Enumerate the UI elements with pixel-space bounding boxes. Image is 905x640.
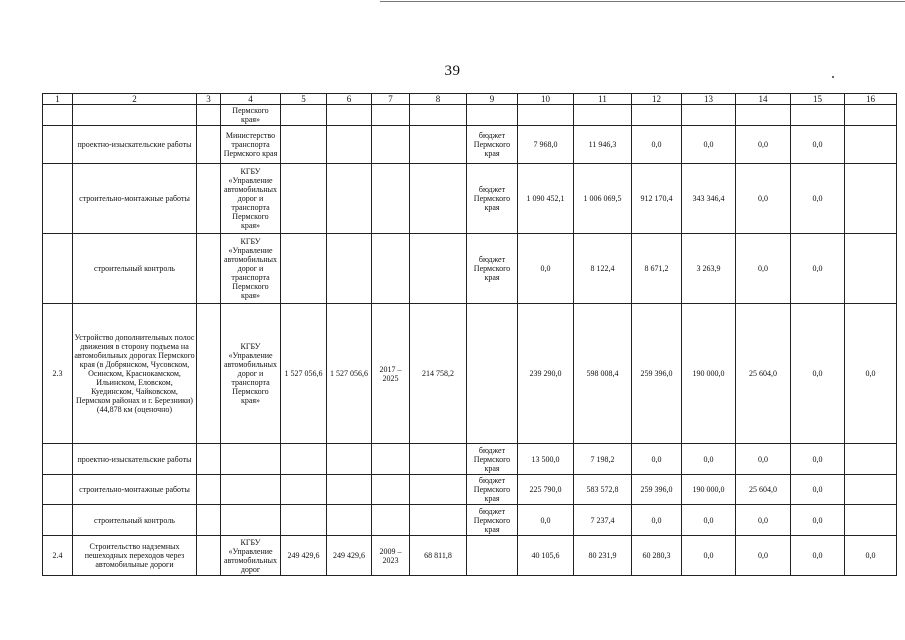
cell-period <box>372 105 410 126</box>
cell-y15: 0,0 <box>791 444 845 475</box>
cell-funding-source: бюджет Пермского края <box>467 126 518 164</box>
column-header-7: 7 <box>372 94 410 105</box>
table-row <box>43 126 897 164</box>
table-row <box>43 234 897 304</box>
column-header-15: 15 <box>791 94 845 105</box>
cell-period <box>372 505 410 536</box>
cell-cost-total <box>281 505 327 536</box>
cell-y14: 0,0 <box>736 126 791 164</box>
cell-cost-remaining <box>327 164 372 234</box>
cell-col8: 68 811,8 <box>410 536 467 576</box>
column-header-14: 14 <box>736 94 791 105</box>
cell-cost-remaining <box>327 475 372 505</box>
column-header-6: 6 <box>327 94 372 105</box>
cell-y15: 0,0 <box>791 234 845 304</box>
cell-col8 <box>410 234 467 304</box>
cell-funding-source <box>467 536 518 576</box>
column-header-11: 11 <box>574 94 632 105</box>
cell-work-name: строительный контроль <box>73 234 197 304</box>
column-header-13: 13 <box>682 94 736 105</box>
cell-cost-total: 249 429,6 <box>281 536 327 576</box>
cell-y14: 25 604,0 <box>736 304 791 444</box>
cell-funding-source: бюджет Пермского края <box>467 234 518 304</box>
cell-col8 <box>410 475 467 505</box>
cell-y13: 0,0 <box>682 126 736 164</box>
cell-y12: 60 280,3 <box>632 536 682 576</box>
column-header-4: 4 <box>221 94 281 105</box>
cell-cost-remaining <box>327 126 372 164</box>
column-header-5: 5 <box>281 94 327 105</box>
cell-period <box>372 126 410 164</box>
cell-y11: 583 572,8 <box>574 475 632 505</box>
cell-y15: 0,0 <box>791 164 845 234</box>
cell-y10: 7 968,0 <box>518 126 574 164</box>
cell-y10 <box>518 105 574 126</box>
cell-row-number <box>43 126 73 164</box>
cell-y10: 40 105,6 <box>518 536 574 576</box>
cell-y12: 8 671,2 <box>632 234 682 304</box>
cell-y10: 0,0 <box>518 505 574 536</box>
column-header-9: 9 <box>467 94 518 105</box>
cell-work-name: Устройство дополнительных полос движения в сторону подъема на автомобильных дорогах Пермского края (в Добрянском, Чусовском, Осинском, Краснокамском, Ильинском, Еловском, Куединском, Чайковском, Пермском районах и г. Березники) (44,878 км (оценочно) <box>73 304 197 444</box>
cell-period <box>372 164 410 234</box>
top-edge-line <box>380 1 905 2</box>
cell-y16 <box>845 164 897 234</box>
cell-y15: 0,0 <box>791 536 845 576</box>
cell-cost-total <box>281 234 327 304</box>
cell-funding-source: бюджет Пермского края <box>467 505 518 536</box>
cell-period: 2017 – 2025 <box>372 304 410 444</box>
table-row <box>43 444 897 475</box>
cell-y12: 259 396,0 <box>632 304 682 444</box>
cell-row-number <box>43 444 73 475</box>
cell-col8 <box>410 164 467 234</box>
cell-y16: 0,0 <box>845 536 897 576</box>
cell-executor: КГБУ «Управление автомобильных дорог и транспорта Пермского края» <box>221 234 281 304</box>
column-number-header <box>43 94 897 105</box>
cell-col8 <box>410 126 467 164</box>
cell-cost-total <box>281 444 327 475</box>
cell-executor <box>221 505 281 536</box>
cell-y16: 0,0 <box>845 304 897 444</box>
cell-y11: 80 231,9 <box>574 536 632 576</box>
cell-y10: 225 790,0 <box>518 475 574 505</box>
table-row <box>43 536 897 576</box>
cell-y10: 239 290,0 <box>518 304 574 444</box>
cell-y16 <box>845 505 897 536</box>
cell-y16 <box>845 105 897 126</box>
cell-work-name: строительно-монтажные работы <box>73 164 197 234</box>
cell-work-name <box>73 105 197 126</box>
cell-y11: 11 946,3 <box>574 126 632 164</box>
cell-y12: 0,0 <box>632 505 682 536</box>
cell-col3 <box>197 234 221 304</box>
column-header-8: 8 <box>410 94 467 105</box>
cell-y13: 0,0 <box>682 444 736 475</box>
page-number: 39 <box>444 63 461 79</box>
cell-cost-remaining <box>327 444 372 475</box>
cell-col3 <box>197 475 221 505</box>
cell-cost-total <box>281 475 327 505</box>
cell-period <box>372 475 410 505</box>
table-row <box>43 105 897 126</box>
cell-y11: 8 122,4 <box>574 234 632 304</box>
cell-cost-total <box>281 164 327 234</box>
cell-y14: 0,0 <box>736 164 791 234</box>
cell-row-number <box>43 234 73 304</box>
cell-period <box>372 444 410 475</box>
table-body <box>43 94 897 576</box>
table-row <box>43 505 897 536</box>
table-row <box>43 475 897 505</box>
cell-y13: 3 263,9 <box>682 234 736 304</box>
cell-y12: 0,0 <box>632 444 682 475</box>
cell-y16 <box>845 234 897 304</box>
cell-col3 <box>197 536 221 576</box>
cell-col3 <box>197 164 221 234</box>
scan-speck <box>832 76 834 78</box>
cell-y11: 598 008,4 <box>574 304 632 444</box>
cell-funding-source <box>467 105 518 126</box>
cell-y16 <box>845 126 897 164</box>
cell-y11 <box>574 105 632 126</box>
cell-row-number <box>43 164 73 234</box>
cell-y15: 0,0 <box>791 304 845 444</box>
cell-y10: 13 500,0 <box>518 444 574 475</box>
cell-y11: 1 006 069,5 <box>574 164 632 234</box>
cell-y13: 0,0 <box>682 505 736 536</box>
budget-table <box>42 93 897 576</box>
cell-cost-total <box>281 105 327 126</box>
cell-funding-source <box>467 304 518 444</box>
cell-y13: 190 000,0 <box>682 475 736 505</box>
cell-funding-source: бюджет Пермского края <box>467 475 518 505</box>
cell-y14: 0,0 <box>736 505 791 536</box>
column-header-3: 3 <box>197 94 221 105</box>
cell-work-name: Строительство надземных пешеходных переходов через автомобильные дороги <box>73 536 197 576</box>
cell-col3 <box>197 126 221 164</box>
cell-row-number <box>43 505 73 536</box>
cell-y12: 259 396,0 <box>632 475 682 505</box>
cell-col8 <box>410 444 467 475</box>
cell-row-number <box>43 475 73 505</box>
cell-y13: 343 346,4 <box>682 164 736 234</box>
cell-cost-total: 1 527 056,6 <box>281 304 327 444</box>
cell-cost-remaining <box>327 505 372 536</box>
cell-col3 <box>197 304 221 444</box>
cell-col8: 214 758,2 <box>410 304 467 444</box>
cell-y11: 7 198,2 <box>574 444 632 475</box>
column-header-1: 1 <box>43 94 73 105</box>
cell-col3 <box>197 444 221 475</box>
cell-funding-source: бюджет Пермского края <box>467 444 518 475</box>
column-header-12: 12 <box>632 94 682 105</box>
cell-executor: Пермского края» <box>221 105 281 126</box>
cell-y14: 0,0 <box>736 536 791 576</box>
cell-work-name: строительно-монтажные работы <box>73 475 197 505</box>
cell-cost-remaining <box>327 234 372 304</box>
cell-y12: 0,0 <box>632 126 682 164</box>
cell-y13: 0,0 <box>682 536 736 576</box>
cell-y15: 0,0 <box>791 126 845 164</box>
cell-y16 <box>845 475 897 505</box>
column-header-16: 16 <box>845 94 897 105</box>
cell-col8 <box>410 105 467 126</box>
cell-work-name: проектно-изыскательские работы <box>73 126 197 164</box>
cell-executor: КГБУ «Управление автомобильных дорог и транспорта Пермского края» <box>221 164 281 234</box>
cell-executor: КГБУ «Управление автомобильных дорог <box>221 536 281 576</box>
cell-executor: КГБУ «Управление автомобильных дорог и транспорта Пермского края» <box>221 304 281 444</box>
cell-col3 <box>197 505 221 536</box>
cell-y13 <box>682 105 736 126</box>
cell-cost-remaining: 249 429,6 <box>327 536 372 576</box>
cell-y14: 0,0 <box>736 234 791 304</box>
cell-y15: 0,0 <box>791 505 845 536</box>
cell-executor <box>221 475 281 505</box>
cell-row-number: 2.4 <box>43 536 73 576</box>
cell-period <box>372 234 410 304</box>
cell-funding-source: бюджет Пермского края <box>467 164 518 234</box>
cell-y15 <box>791 105 845 126</box>
table-row <box>43 304 897 444</box>
cell-y13: 190 000,0 <box>682 304 736 444</box>
cell-y16 <box>845 444 897 475</box>
cell-y14 <box>736 105 791 126</box>
cell-y15: 0,0 <box>791 475 845 505</box>
table-row <box>43 164 897 234</box>
cell-col8 <box>410 505 467 536</box>
cell-y10: 0,0 <box>518 234 574 304</box>
cell-executor: Министерство транспорта Пермского края <box>221 126 281 164</box>
cell-y12: 912 170,4 <box>632 164 682 234</box>
cell-period: 2009 – 2023 <box>372 536 410 576</box>
cell-row-number: 2.3 <box>43 304 73 444</box>
cell-cost-remaining: 1 527 056,6 <box>327 304 372 444</box>
cell-y11: 7 237,4 <box>574 505 632 536</box>
cell-row-number <box>43 105 73 126</box>
cell-y10: 1 090 452,1 <box>518 164 574 234</box>
cell-work-name: строительный контроль <box>73 505 197 536</box>
cell-y14: 25 604,0 <box>736 475 791 505</box>
cell-col3 <box>197 105 221 126</box>
cell-work-name: проектно-изыскательские работы <box>73 444 197 475</box>
cell-executor <box>221 444 281 475</box>
cell-cost-total <box>281 126 327 164</box>
cell-y12 <box>632 105 682 126</box>
cell-cost-remaining <box>327 105 372 126</box>
column-header-10: 10 <box>518 94 574 105</box>
column-header-2: 2 <box>73 94 197 105</box>
cell-y14: 0,0 <box>736 444 791 475</box>
